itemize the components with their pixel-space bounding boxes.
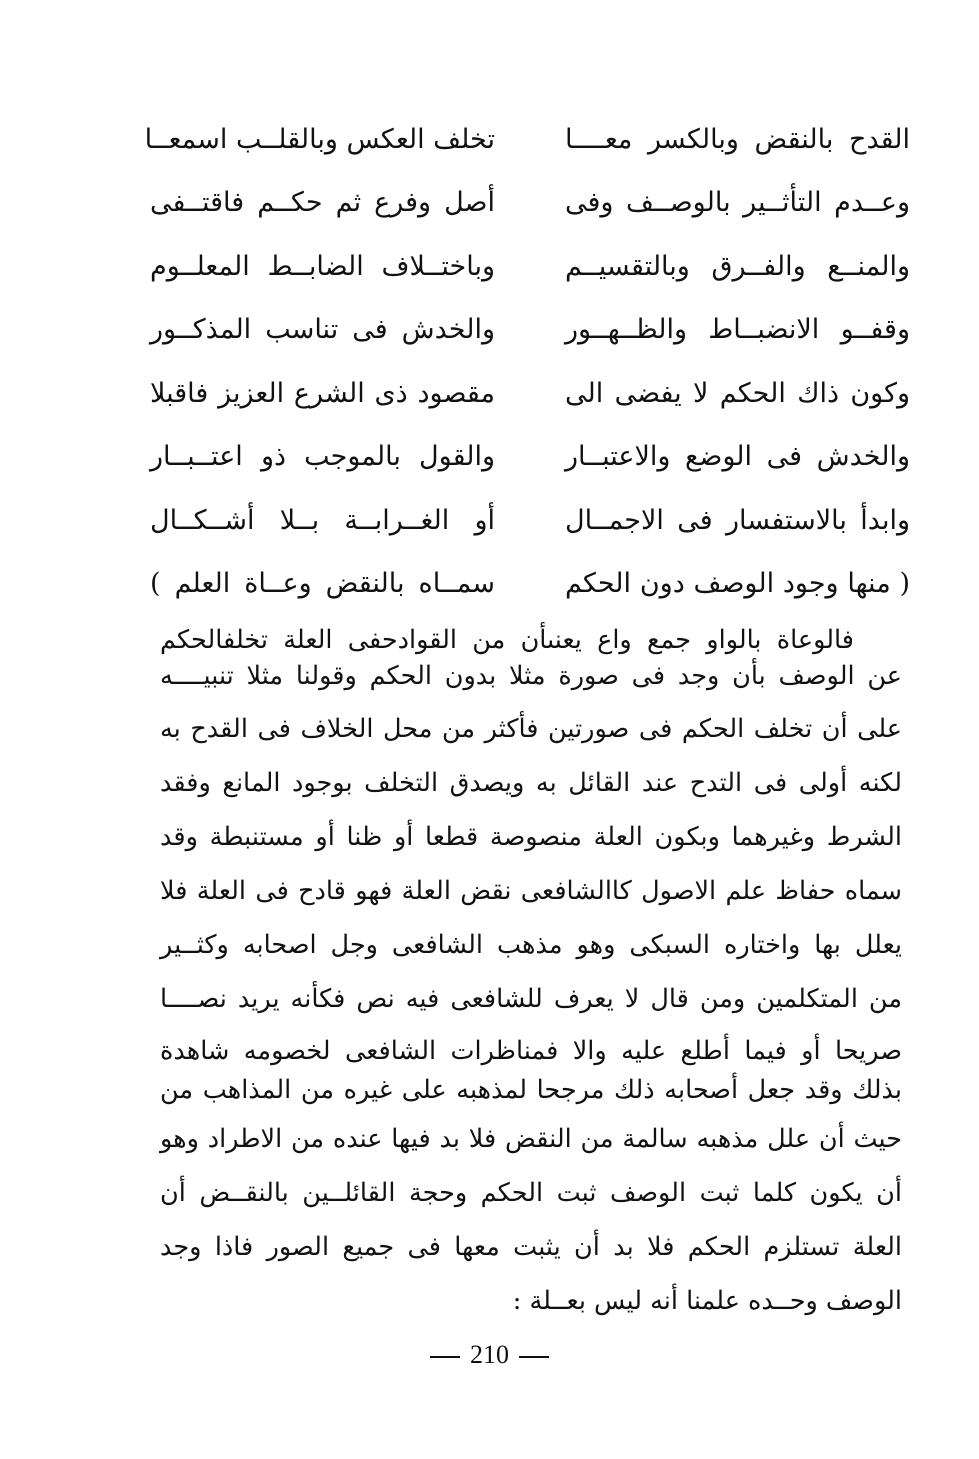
verse-first-hemistich: والخدش فى الوضع والاعتبــار bbox=[565, 441, 910, 473]
verse-first-hemistich: وكون ذاك الحكم لا يفضى الى bbox=[565, 377, 910, 409]
verse-second-hemistich: والقول بالموجب ذو اعتــبــار bbox=[150, 441, 495, 473]
commentary-text bbox=[160, 622, 902, 1328]
verse-first-hemistich: القدح بالنقض وبالكسر معــــا bbox=[565, 123, 910, 155]
verse-second-hemistich: والخدش فى تناسب المذكــور bbox=[150, 314, 495, 346]
verse-second-hemistich: مقصود ذى الشرع العزيز فاقبلا bbox=[150, 377, 495, 409]
text-line: لكنه أولى فى التدح عند القائل به ويصدق التخلف بوجود المانع وفقد bbox=[160, 768, 902, 798]
verse-second-hemistich: تخلف العكس وبالقلــب اسمعــا bbox=[144, 123, 495, 155]
text-line: الوصف وحــده علمنا أنه ليس بعــلة : bbox=[512, 1286, 902, 1316]
verse-line bbox=[144, 108, 910, 172]
text-line: يعلل بها واختاره السبكى وهو مذهب الشافعى وجل اصحابه وكثــير bbox=[160, 930, 902, 960]
verse-line bbox=[150, 235, 910, 299]
page-number bbox=[0, 1340, 979, 1370]
dash-left bbox=[430, 1356, 460, 1358]
dash-right bbox=[519, 1356, 549, 1358]
text-line: حيث أن علل مذهبه سالمة من النقض فلا بد فيها عنده من الاطراد وهو bbox=[160, 1124, 902, 1154]
text-line: بذلك وقد جعل أصحابه ذلك مرجحا لمذهبه على غيره من المذاهب من bbox=[160, 1075, 902, 1105]
verse-line bbox=[150, 426, 910, 490]
verse-line bbox=[150, 362, 910, 426]
verse-first-hemistich: وابدأ بالاستفسار فى الاجمــال bbox=[565, 504, 910, 536]
text-line: عن الوصف بأن وجد فى صورة مثلا بدون الحكم وقولنا مثلا تنبيــــه bbox=[160, 661, 902, 691]
verse-first-hemistich: والمنــع والفــرق وبالتقسيــم bbox=[565, 250, 910, 282]
verse-first-hemistich: وقفــو الانضبــاط والظــهــور bbox=[565, 314, 910, 346]
text-line: صريحا أو فيما أطلع عليه والا فمناظرات الشافعى لخصومه شاهدة bbox=[160, 1036, 902, 1066]
verse-second-hemistich: أو الغــرابــة بــلا أشــكــال bbox=[150, 504, 495, 536]
verse-second-hemistich: أصل وفرع ثم حكــم فاقتــفى bbox=[150, 187, 495, 219]
verse-second-hemistich: وباختــلاف الضابــط المعلــوم bbox=[150, 250, 495, 282]
verse-line bbox=[150, 299, 910, 363]
text-line: فالوعاة بالواو جمع واع يعنىأن من القوادحفى العلة تخلفالحكم bbox=[160, 625, 854, 655]
verse-second-hemistich: سمــاه بالنقض وعــاة العلم ) bbox=[150, 568, 495, 600]
text-line: أن يكون كلما ثبت الوصف ثبت الحكم وحجة القائلــين بالنقــض أن bbox=[160, 1178, 902, 1208]
poem-verses bbox=[144, 108, 910, 616]
text-line: العلة تستلزم الحكم فلا بد أن يثبت معها فى جميع الصور فاذا وجد bbox=[160, 1232, 902, 1262]
verse-first-hemistich: وعــدم التأثــير بالوصــف وفى bbox=[565, 187, 910, 219]
verse-line bbox=[150, 489, 910, 553]
verse-line bbox=[150, 172, 910, 236]
page-number-value: 210 bbox=[470, 1340, 509, 1369]
verse-first-hemistich: ( منها وجود الوصف دون الحكم bbox=[565, 568, 910, 600]
text-line: سماه حفاظ علم الاصول كاالشافعى نقض العلة فهو قادح فى العلة فلا bbox=[160, 876, 902, 906]
text-line: من المتكلمين ومن قال لا يعرف للشافعى فيه نص فكأنه يريد نصــــا bbox=[160, 984, 902, 1014]
verse-line bbox=[150, 553, 910, 617]
text-line: الشرط وغيرهما وبكون العلة منصوصة قطعا أو ظنا أو مستنبطة وقد bbox=[160, 822, 902, 852]
text-line: على أن تخلف الحكم فى صورتين فأكثر من محل الخلاف فى القدح به bbox=[160, 714, 902, 744]
